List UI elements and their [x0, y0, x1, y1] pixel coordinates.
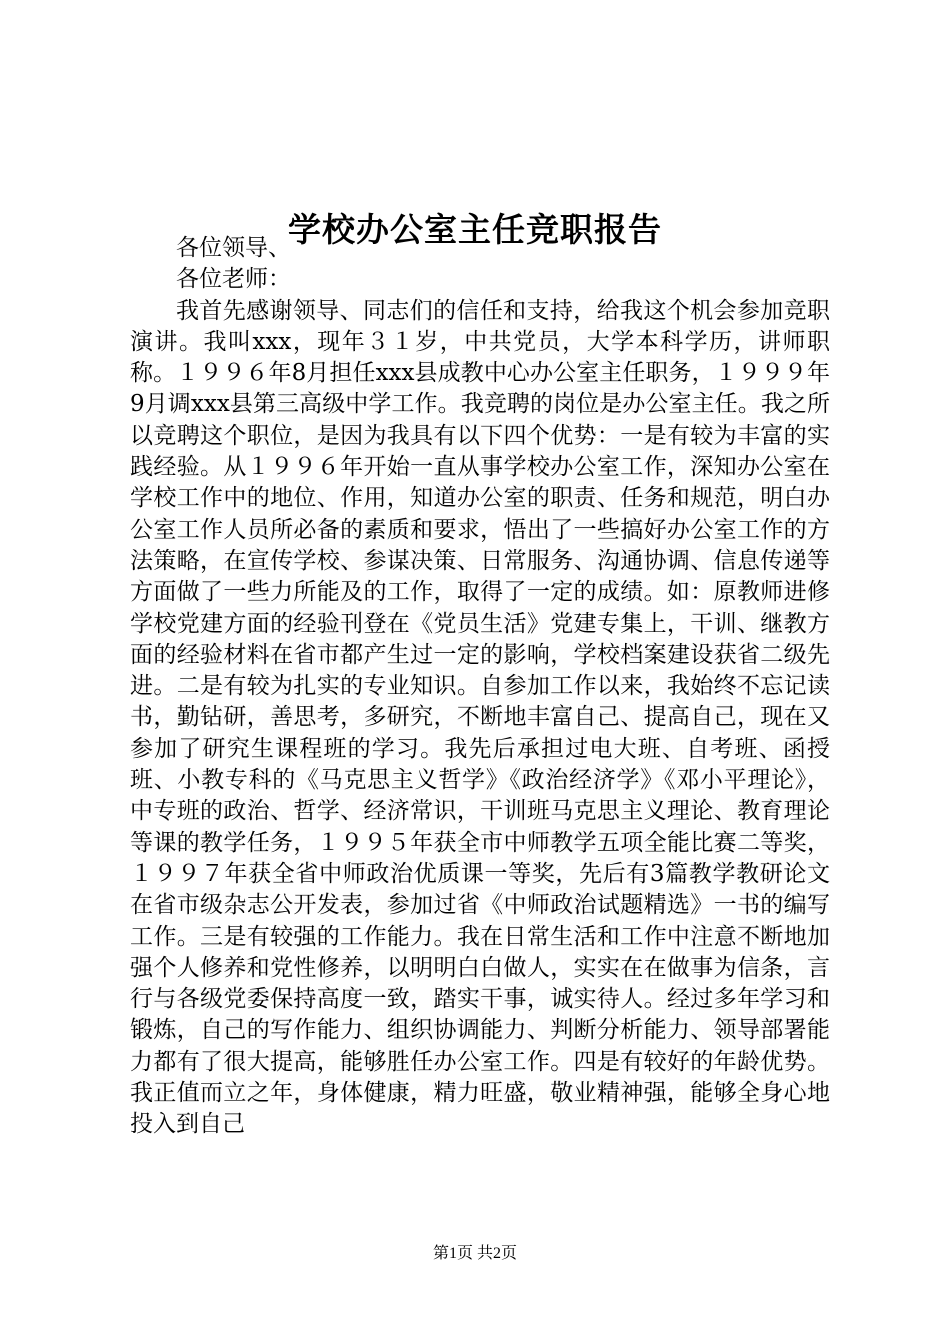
document-body: [130, 233, 830, 1141]
salutation-leaders: 各位领导、: [176, 235, 291, 261]
document-title: 学校办公室主任竞职报告: [288, 210, 662, 250]
body-paragraph: 我首先感谢领导、同志们的信任和支持，给我这个机会参加竞职演讲。我叫xxx，现年３１岁，中共党员，大学本科学历，讲师职称。１９９６年8月担任xxx县成教中心办公室主任职务，１９９９年9月调xxx县第三高级中学工作。我竞聘的岗位是办公室主任。我之所以竞聘这个职位，是因为我具有以下四个优势：一是有较为丰富的实践经验。从１９９６年开始一直从事学校办公室工作，深知办公室在学校工作中的地位、作用，知道办公室的职责、任务和规范，明白办公室工作人员所必备的素质和要求，悟出了一些搞好办公室工作的方法策略，在宣传学校、参谋决策、日常服务、沟通协调、信息传递等方面做了一些力所能及的工作，取得了一定的成绩。如：原教师进修学校党建方面的经验刊登在《党员生活》党建专集上，干训、继教方面的经验材料在省市都产生过一定的影响，学校档案建设获省二级先进。二是有较为扎实的专业知识。自参加工作以来，我始终不忘记读书，勤钻研，善思考，多研究，不断地丰富自己、提高自己，现在又参加了研究生课程班的学习。我先后承担过电大班、自考班、函授班、小教专科的《马克思主义哲学》《政治经济学》《邓小平理论》，中专班的政治、哲学、经济常识，干训班马克思主义理论、教育理论等课的教学任务，１９９５年获全市中师教学五项全能比赛二等奖，１９９７年获全省中师政治优质课一等奖，先后有3篇教学教研论文在省市级杂志公开发表，参加过省《中师政治试题精选》一书的编写工作。三是有较强的工作能力。我在日常生活和工作中注意不断地加强个人修养和党性修养，以明明白白做人，实实在在做事为信条，言行与各级党委保持高度一致，踏实干事，诚实待人。经过多年学习和锻炼，自己的写作能力、组织协调能力、判断分析能力、领导部署能力都有了很大提高，能够胜任办公室工作。四是有较好的年龄优势。我正值而立之年，身体健康，精力旺盛，敬业精神强，能够全身心地投入到自己: [130, 297, 830, 1138]
salutation-teachers: 各位老师：: [176, 266, 291, 293]
page-number-footer: 第1页 共2页: [432, 1245, 517, 1262]
